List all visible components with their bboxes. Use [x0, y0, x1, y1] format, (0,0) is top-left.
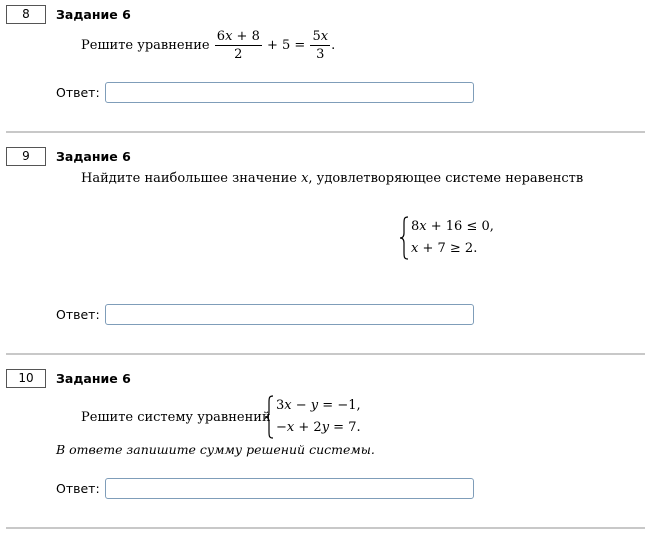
frac2-num-var: x	[320, 29, 329, 44]
line1-var: x	[419, 219, 427, 234]
frac2-num-a: 5	[312, 29, 321, 44]
task-number-badge: 9	[6, 147, 46, 166]
line2-var1: x	[286, 420, 295, 435]
separator	[6, 527, 645, 529]
frac1-den: 2	[234, 47, 243, 62]
problem-prompt: Решите систему уравнений	[81, 410, 271, 425]
frac1-num-b: + 8	[236, 29, 260, 44]
answer-label: Ответ:	[56, 481, 100, 496]
problem-prompt-before: Найдите наибольшее значение	[81, 171, 302, 186]
problem-prompt-var: x	[301, 171, 309, 186]
answer-input[interactable]	[105, 478, 474, 499]
problem-statement	[81, 171, 583, 187]
fraction-left	[215, 29, 262, 62]
separator	[6, 131, 645, 133]
equation-system	[264, 395, 374, 439]
frac1-num-a: 6	[216, 29, 226, 44]
left-brace-icon	[264, 395, 274, 439]
problem-statement	[81, 29, 335, 62]
task-number-badge: 8	[6, 5, 46, 24]
task-title: Задание 6	[56, 371, 131, 386]
problem-prompt: Решите уравнение	[81, 38, 210, 53]
equation-middle: + 5 =	[266, 38, 306, 53]
line2-end: = 7.	[329, 420, 361, 435]
line1-rest: + 16 ≤ 0,	[426, 219, 494, 234]
line1-var1: x	[284, 398, 292, 413]
answer-label: Ответ:	[56, 307, 100, 322]
line1-mid: −	[291, 398, 311, 413]
fraction-right	[310, 29, 330, 62]
answer-note: В ответе запишите сумму решений системы.	[56, 442, 375, 457]
line1-var2: y	[310, 398, 319, 413]
system-line-1	[411, 218, 494, 236]
frac1-num-var: x	[225, 29, 233, 44]
task-title: Задание 6	[56, 149, 131, 164]
task-number-badge: 10	[6, 369, 46, 388]
frac2-den: 3	[316, 47, 325, 62]
system-line-2	[276, 419, 361, 437]
left-brace-icon	[399, 216, 409, 260]
line2-var2: y	[321, 420, 330, 435]
equation-end: .	[331, 38, 336, 53]
line2-sign: −	[276, 420, 287, 435]
answer-input[interactable]	[105, 304, 474, 325]
answer-label: Ответ:	[56, 85, 100, 100]
line2-rest: + 7 ≥ 2.	[418, 241, 478, 256]
system-line-2	[411, 240, 477, 258]
line1-coef: 3	[276, 398, 285, 413]
system-line-1	[276, 397, 361, 415]
line2-var: x	[411, 241, 419, 256]
inequality-system	[399, 216, 509, 260]
answer-input[interactable]	[105, 82, 474, 103]
problem-prompt-after: , удовлетворяющее системе неравенств	[308, 171, 584, 186]
line1-end: = −1,	[318, 398, 361, 413]
line1-coef: 8	[411, 219, 420, 234]
task-title: Задание 6	[56, 7, 131, 22]
separator	[6, 353, 645, 355]
line2-mid: + 2	[294, 420, 322, 435]
